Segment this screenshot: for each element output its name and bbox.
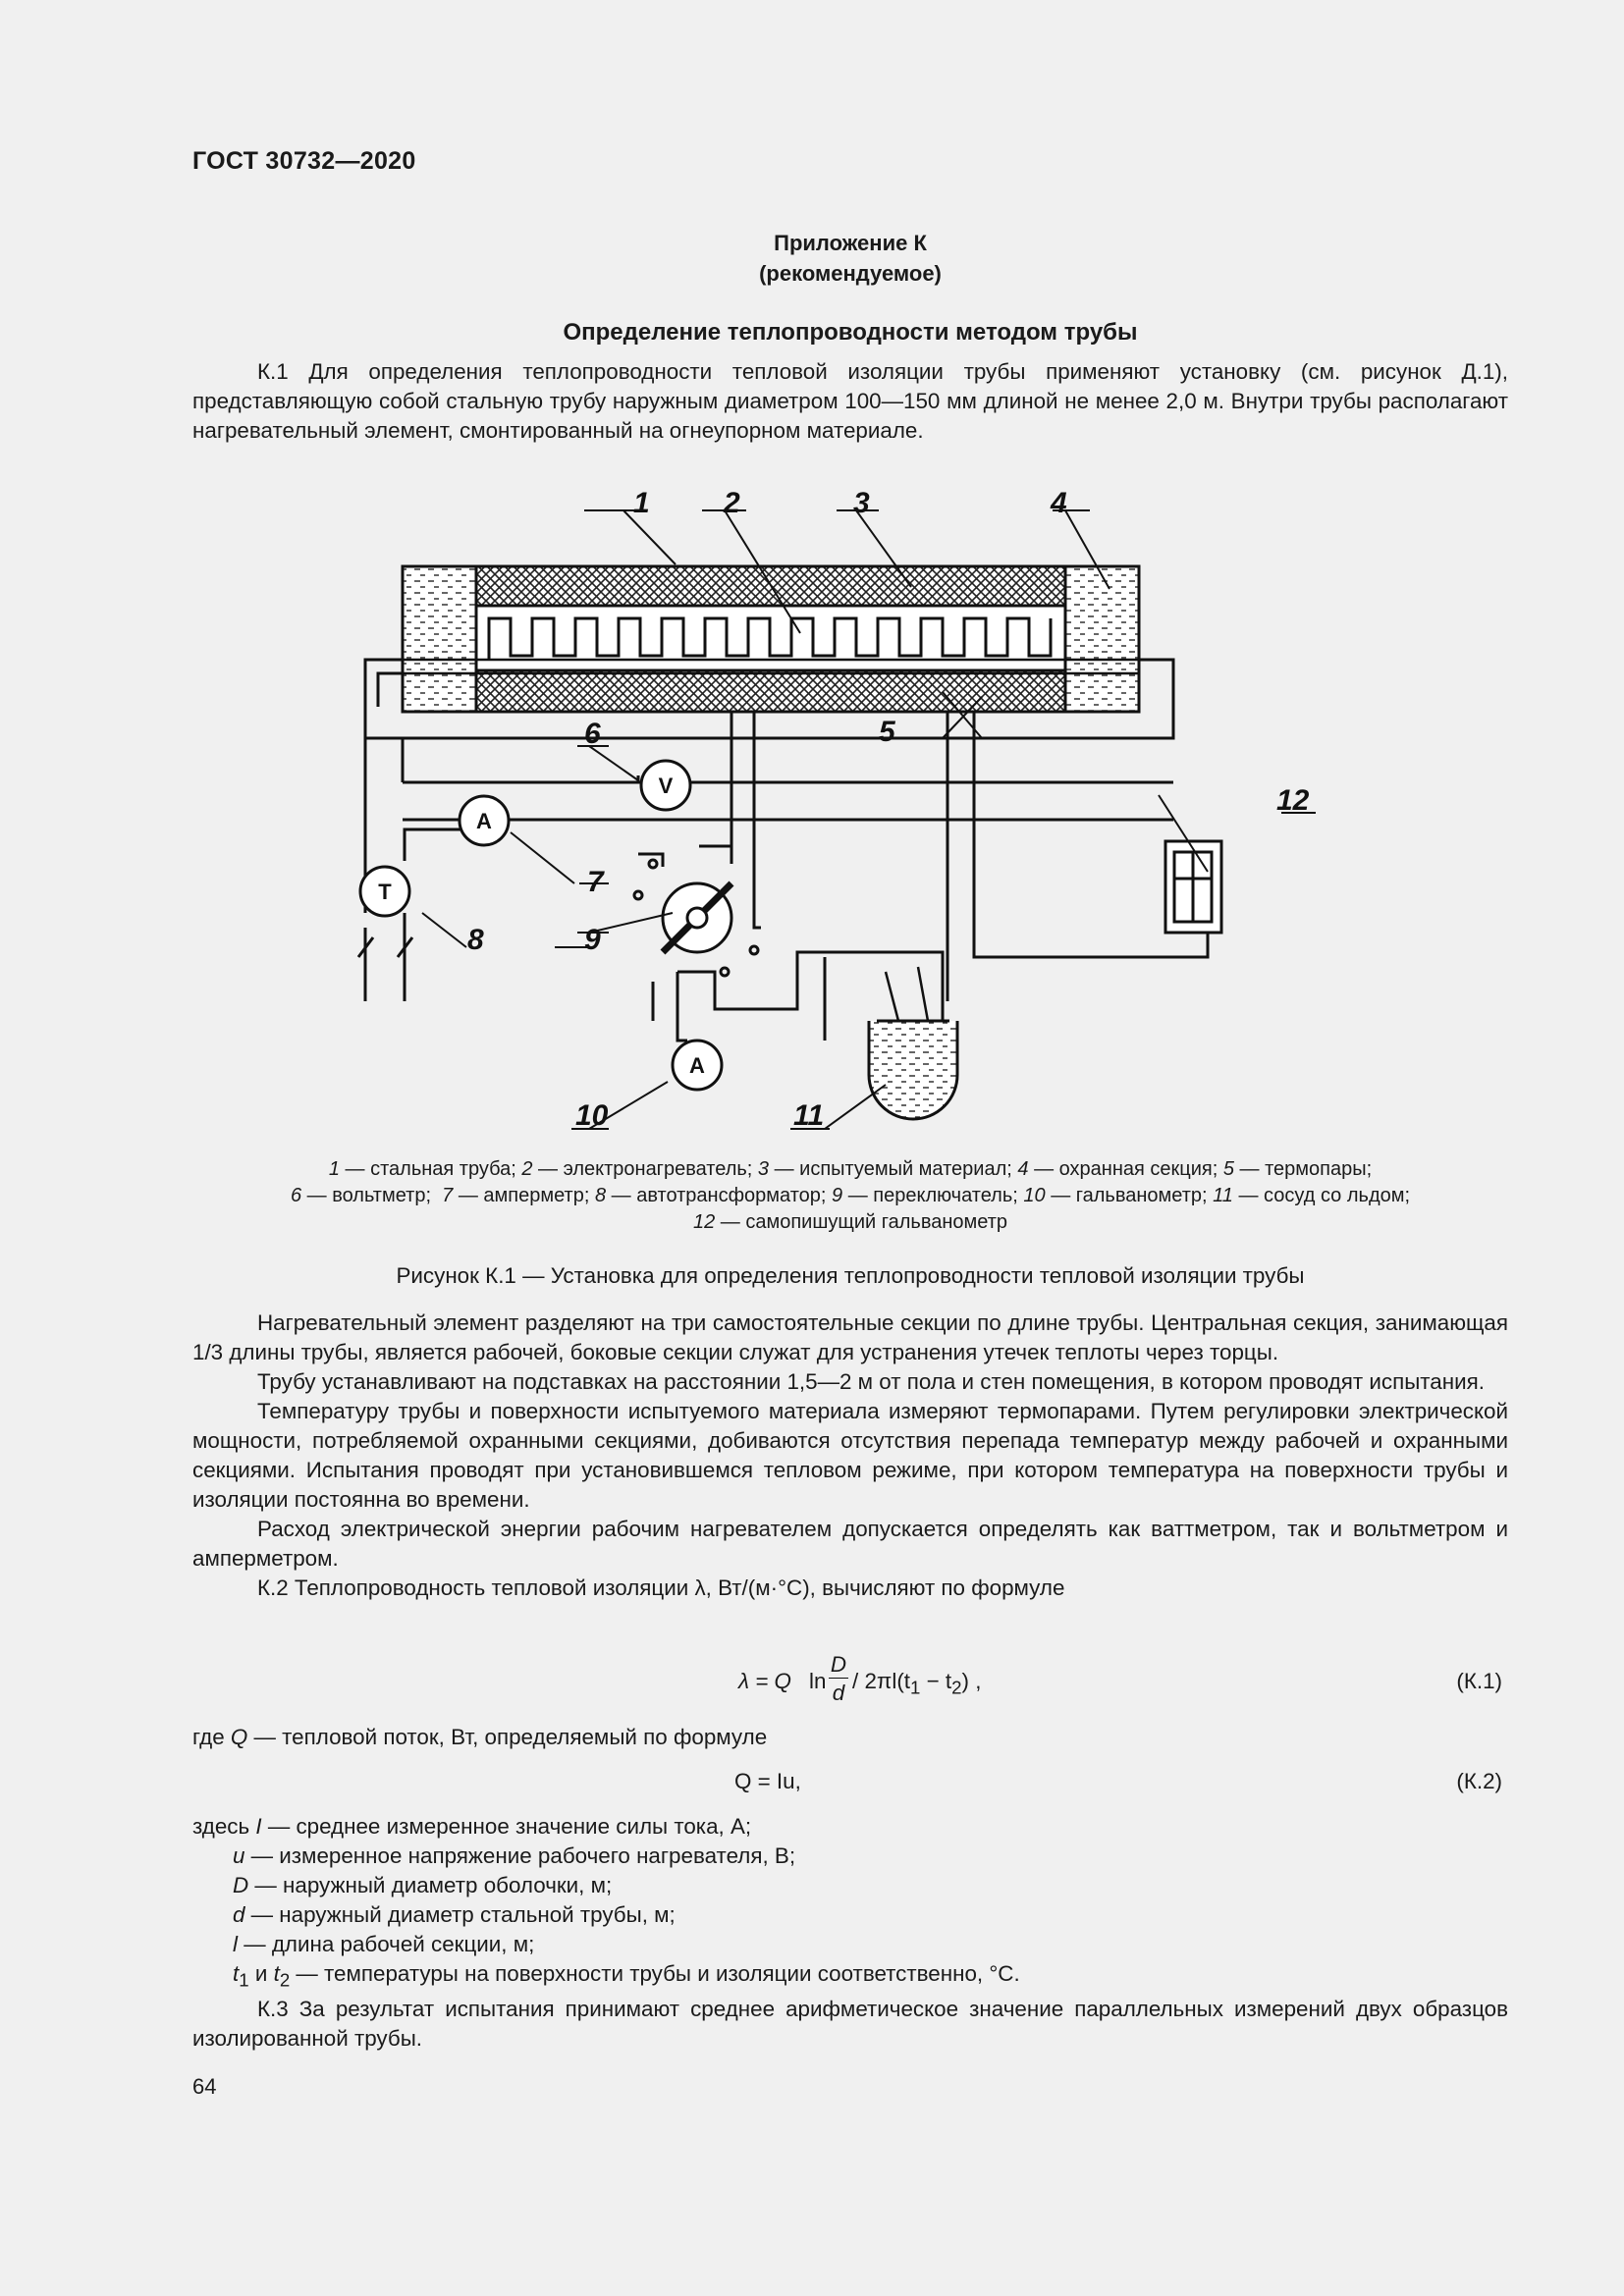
figure-legend: 1 — стальная труба; 2 — электронагреватель; 3 — испытуемый материал; 4 — охранная секция; 5 — термопары; 6 — вольтметр; 7 — амперметр; 8 — автотрансформатор; 9 — переключатель; 10 — гальванометр; 11 — сосуд со льдом; 12 — самопишущий гальванометр [290, 1158, 1411, 1233]
def-outer-diameter: D — наружный диаметр оболочки, м; [233, 1873, 613, 1897]
def-current: здесь I — среднее измеренное значение силы тока, А; [192, 1814, 752, 1839]
formula-k2: Q = Iu, [734, 1769, 801, 1793]
callout-8: 8 [467, 924, 484, 956]
appendix-title: Определение теплопроводности методом трубы [563, 319, 1138, 346]
body-text-block [192, 1308, 1508, 1603]
callout-5: 5 [879, 716, 895, 748]
ammeter-symbol: A [476, 809, 492, 833]
def-temperatures: $t_1$ и $t_2$ — температуры на поверхности трубы и изоляции соответственно, °С. [233, 1961, 1020, 1991]
callout-4: 4 [1051, 487, 1067, 519]
paragraph-k1: К.1 Для определения теплопроводности тепловой изоляции трубы применяют установку (см. рисунок Д.1), представляющую собой стальную трубу наружным диаметром 100—150 мм длиной не менее 2,0 м. Внутри трубы располагают нагревательный элемент, смонтированный на огнеупорном материале. [192, 359, 1508, 443]
formula-k1-number: (К.1) [1456, 1669, 1502, 1693]
document-code: ГОСТ 30732—2020 [192, 147, 416, 175]
paragraph-pipe-mounting: Трубу устанавливают на подставках на расстоянии 1,5—2 м от пола и стен помещения, в котором проводят испытания. [257, 1369, 1485, 1394]
figure-caption: Рисунок К.1 — Установка для определения теплопроводности тепловой изоляции трубы [396, 1263, 1305, 1288]
page-number: 64 [192, 2074, 217, 2099]
paragraph-heater-sections: Нагревательный элемент разделяют на три самостоятельные секции по длине трубы. Центральная секция, занимающая 1/3 длины трубы, является рабочей, боковые секции служат для устранения утечек теплоты через торцы. [192, 1310, 1508, 1364]
def-voltage: u — измеренное напряжение рабочего нагревателя, В; [233, 1843, 796, 1868]
guard-section-right [1065, 566, 1139, 712]
galvanometer-symbol: A [689, 1053, 705, 1078]
ice-vessel [869, 1021, 957, 1119]
formula-k2-number: (К.2) [1456, 1769, 1502, 1793]
def-length: l — длина рабочей секции, м; [233, 1932, 535, 1956]
def-pipe-diameter: d — наружный диаметр стальной трубы, м; [233, 1902, 676, 1927]
callout-7: 7 [587, 866, 604, 898]
paragraph-k2: К.2 Теплопроводность тепловой изоляции λ, Вт/(м·°С), вычисляют по формуле [257, 1575, 1065, 1600]
figure-setup-diagram [334, 479, 1345, 1147]
callout-11: 11 [793, 1099, 825, 1132]
callout-9: 9 [584, 924, 601, 956]
transformer-symbol: T [378, 880, 392, 904]
callout-12: 12 [1276, 784, 1310, 817]
paragraph-energy: Расход электрической энергии рабочим нагревателем допускается определять как ваттметром, так и вольтметром и амперметром. [192, 1517, 1508, 1571]
appendix-status: (рекомендуемое) [759, 261, 942, 286]
test-material-bottom [476, 670, 1065, 712]
paragraph-temperature: Температуру трубы и поверхности испытуемого материала измеряют термопарами. Путем регулировки электрической мощности, потребляемой охранными секциями, добиваются отсутствия перепада температур между рабочей и охранными секциями. Испытания проводят при установившемся тепловом режиме, при котором температура на поверхности трубы и изоляции постоянна во времени. [192, 1399, 1508, 1512]
paragraph-k1-block [192, 357, 1508, 446]
voltmeter-symbol: V [658, 774, 674, 798]
guard-section-left [403, 566, 476, 712]
paragraph-k3: К.3 За результат испытания принимают среднее арифметическое значение параллельных измерений двух образцов изолированной трубы. [192, 1997, 1508, 2052]
appendix-heading [192, 228, 1508, 289]
callout-1: 1 [633, 487, 650, 519]
definitions-list [192, 1812, 1508, 2054]
callout-10: 10 [575, 1099, 609, 1132]
callout-6: 6 [584, 718, 601, 750]
where-q-line: где Q — тепловой поток, Вт, определяемый по формуле [192, 1725, 768, 1749]
appendix-label: Приложение К [774, 231, 927, 255]
callout-3: 3 [853, 487, 870, 519]
callout-2: 2 [724, 487, 740, 519]
